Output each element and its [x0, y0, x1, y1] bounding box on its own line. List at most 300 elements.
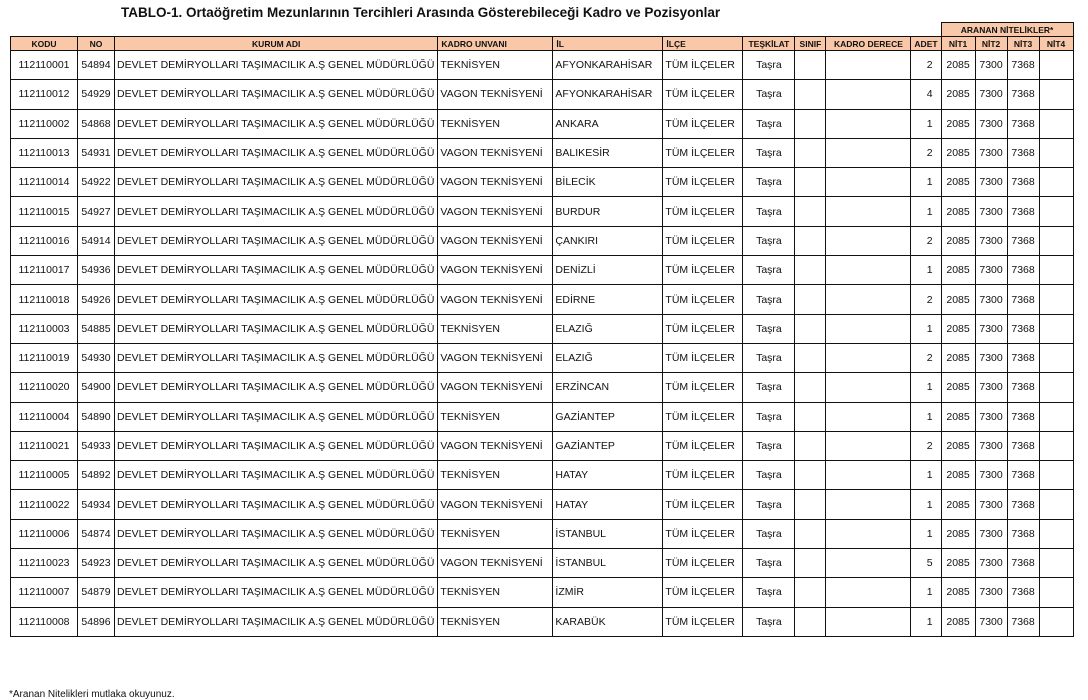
cell-teskilat: Taşra: [743, 578, 795, 607]
cell-no: 54931: [78, 138, 115, 167]
cell-nit1: 2085: [941, 519, 975, 548]
cell-kadro-unvani: VAGON TEKNİSYENİ: [438, 197, 553, 226]
cell-nit3: 7368: [1007, 402, 1039, 431]
cell-teskilat: Taşra: [743, 256, 795, 285]
cell-kadro-derece: [826, 226, 911, 255]
cell-kadro-unvani: VAGON TEKNİSYENİ: [438, 285, 553, 314]
cell-kurum-adi: DEVLET DEMİRYOLLARI TAŞIMACILIK A.Ş GENEL MÜDÜRLÜĞÜ: [115, 314, 438, 343]
cell-il: BİLECİK: [553, 168, 663, 197]
cell-nit3: 7368: [1007, 256, 1039, 285]
cell-il: ANKARA: [553, 109, 663, 138]
cell-kodu: 112110023: [11, 549, 78, 578]
cell-nit4: [1039, 80, 1073, 109]
cell-adet: 1: [911, 314, 941, 343]
cell-kadro-unvani: VAGON TEKNİSYENİ: [438, 343, 553, 372]
cell-no: 54890: [78, 402, 115, 431]
cell-nit3: 7368: [1007, 80, 1039, 109]
cell-nit1: 2085: [941, 197, 975, 226]
cell-ilce: TÜM İLÇELER: [663, 402, 743, 431]
cell-nit1: 2085: [941, 578, 975, 607]
cell-teskilat: Taşra: [743, 402, 795, 431]
cell-kadro-unvani: VAGON TEKNİSYENİ: [438, 431, 553, 460]
col-header-kurum-adi: KURUM ADI: [115, 37, 438, 51]
table-row: [11, 461, 1074, 490]
table-row: [11, 490, 1074, 519]
cell-nit2: 7300: [975, 197, 1007, 226]
cell-il: GAZİANTEP: [553, 402, 663, 431]
cell-teskilat: Taşra: [743, 226, 795, 255]
cell-nit1: 2085: [941, 343, 975, 372]
cell-no: 54927: [78, 197, 115, 226]
cell-kodu: 112110017: [11, 256, 78, 285]
cell-kurum-adi: DEVLET DEMİRYOLLARI TAŞIMACILIK A.Ş GENEL MÜDÜRLÜĞÜ: [115, 168, 438, 197]
cell-nit1: 2085: [941, 138, 975, 167]
cell-nit4: [1039, 285, 1073, 314]
cell-il: İSTANBUL: [553, 519, 663, 548]
cell-kadro-derece: [826, 607, 911, 636]
cell-sinif: [795, 138, 826, 167]
cell-nit3: 7368: [1007, 51, 1039, 80]
cell-kodu: 112110013: [11, 138, 78, 167]
cell-nit1: 2085: [941, 314, 975, 343]
table-row: [11, 80, 1074, 109]
cell-no: 54923: [78, 549, 115, 578]
cell-nit1: 2085: [941, 490, 975, 519]
cell-nit3: 7368: [1007, 607, 1039, 636]
cell-ilce: TÜM İLÇELER: [663, 197, 743, 226]
col-header-il: İL: [553, 37, 663, 51]
cell-nit1: 2085: [941, 373, 975, 402]
cell-teskilat: Taşra: [743, 168, 795, 197]
cell-ilce: TÜM İLÇELER: [663, 490, 743, 519]
cell-nit4: [1039, 461, 1073, 490]
cell-ilce: TÜM İLÇELER: [663, 168, 743, 197]
cell-no: 54885: [78, 314, 115, 343]
cell-sinif: [795, 168, 826, 197]
cell-kadro-unvani: VAGON TEKNİSYENİ: [438, 373, 553, 402]
cell-il: DENİZLİ: [553, 256, 663, 285]
cell-nit4: [1039, 138, 1073, 167]
cell-kurum-adi: DEVLET DEMİRYOLLARI TAŞIMACILIK A.Ş GENEL MÜDÜRLÜĞÜ: [115, 607, 438, 636]
cell-il: İZMİR: [553, 578, 663, 607]
cell-nit2: 7300: [975, 285, 1007, 314]
cell-nit2: 7300: [975, 80, 1007, 109]
cell-nit2: 7300: [975, 549, 1007, 578]
cell-kodu: 112110008: [11, 607, 78, 636]
col-header-adet: ADET: [911, 37, 941, 51]
cell-sinif: [795, 549, 826, 578]
cell-il: İSTANBUL: [553, 549, 663, 578]
cell-nit2: 7300: [975, 519, 1007, 548]
cell-adet: 2: [911, 138, 941, 167]
table-row: [11, 168, 1074, 197]
cell-adet: 1: [911, 578, 941, 607]
cell-sinif: [795, 197, 826, 226]
cell-adet: 1: [911, 256, 941, 285]
cell-nit1: 2085: [941, 80, 975, 109]
cell-teskilat: Taşra: [743, 285, 795, 314]
cell-kodu: 112110021: [11, 431, 78, 460]
cell-no: 54914: [78, 226, 115, 255]
cell-nit3: 7368: [1007, 519, 1039, 548]
cell-il: ELAZIĞ: [553, 314, 663, 343]
cell-kurum-adi: DEVLET DEMİRYOLLARI TAŞIMACILIK A.Ş GENEL MÜDÜRLÜĞÜ: [115, 490, 438, 519]
cell-sinif: [795, 461, 826, 490]
cell-nit1: 2085: [941, 285, 975, 314]
cell-ilce: TÜM İLÇELER: [663, 519, 743, 548]
cell-no: 54922: [78, 168, 115, 197]
cell-kadro-derece: [826, 109, 911, 138]
cell-nit3: 7368: [1007, 314, 1039, 343]
cell-kadro-derece: [826, 373, 911, 402]
cell-nit4: [1039, 402, 1073, 431]
col-header-nit3: NİT3: [1007, 37, 1039, 51]
table-row: [11, 519, 1074, 548]
cell-nit2: 7300: [975, 226, 1007, 255]
cell-il: HATAY: [553, 490, 663, 519]
cell-kodu: 112110015: [11, 197, 78, 226]
cell-adet: 1: [911, 519, 941, 548]
cell-no: 54929: [78, 80, 115, 109]
cell-adet: 2: [911, 431, 941, 460]
cell-nit2: 7300: [975, 578, 1007, 607]
table-row: [11, 343, 1074, 372]
cell-teskilat: Taşra: [743, 549, 795, 578]
col-header-no: NO: [78, 37, 115, 51]
cell-kodu: 112110019: [11, 343, 78, 372]
cell-kodu: 112110014: [11, 168, 78, 197]
table-row: [11, 109, 1074, 138]
cell-nit4: [1039, 168, 1073, 197]
cell-nit4: [1039, 343, 1073, 372]
cell-nit2: 7300: [975, 314, 1007, 343]
cell-nit4: [1039, 519, 1073, 548]
cell-kurum-adi: DEVLET DEMİRYOLLARI TAŞIMACILIK A.Ş GENEL MÜDÜRLÜĞÜ: [115, 197, 438, 226]
cell-kadro-derece: [826, 51, 911, 80]
cell-kodu: 112110007: [11, 578, 78, 607]
cell-kadro-derece: [826, 578, 911, 607]
cell-il: AFYONKARAHİSAR: [553, 51, 663, 80]
cell-nit4: [1039, 197, 1073, 226]
cell-kadro-unvani: VAGON TEKNİSYENİ: [438, 168, 553, 197]
cell-kurum-adi: DEVLET DEMİRYOLLARI TAŞIMACILIK A.Ş GENEL MÜDÜRLÜĞÜ: [115, 549, 438, 578]
cell-nit2: 7300: [975, 461, 1007, 490]
cell-ilce: TÜM İLÇELER: [663, 51, 743, 80]
table-row: [11, 314, 1074, 343]
cell-kadro-unvani: TEKNİSYEN: [438, 109, 553, 138]
cell-teskilat: Taşra: [743, 109, 795, 138]
cell-nit4: [1039, 226, 1073, 255]
cell-ilce: TÜM İLÇELER: [663, 285, 743, 314]
cell-nit3: 7368: [1007, 109, 1039, 138]
cell-kodu: 112110016: [11, 226, 78, 255]
cell-teskilat: Taşra: [743, 343, 795, 372]
cell-sinif: [795, 109, 826, 138]
cell-il: AFYONKARAHİSAR: [553, 80, 663, 109]
cell-kadro-derece: [826, 402, 911, 431]
cell-il: ERZİNCAN: [553, 373, 663, 402]
cell-nit4: [1039, 373, 1073, 402]
cell-sinif: [795, 578, 826, 607]
col-header-kadro-unvani: KADRO UNVANI: [438, 37, 553, 51]
cell-sinif: [795, 285, 826, 314]
cell-kadro-derece: [826, 197, 911, 226]
cell-teskilat: Taşra: [743, 431, 795, 460]
cell-kurum-adi: DEVLET DEMİRYOLLARI TAŞIMACILIK A.Ş GENEL MÜDÜRLÜĞÜ: [115, 109, 438, 138]
cell-nit4: [1039, 431, 1073, 460]
cell-nit1: 2085: [941, 51, 975, 80]
cell-sinif: [795, 343, 826, 372]
col-header-nit4: NİT4: [1039, 37, 1073, 51]
cell-kurum-adi: DEVLET DEMİRYOLLARI TAŞIMACILIK A.Ş GENEL MÜDÜRLÜĞÜ: [115, 226, 438, 255]
cell-il: ÇANKIRI: [553, 226, 663, 255]
cell-nit3: 7368: [1007, 549, 1039, 578]
col-header-kodu: KODU: [11, 37, 78, 51]
cell-nit1: 2085: [941, 168, 975, 197]
cell-sinif: [795, 314, 826, 343]
cell-nit3: 7368: [1007, 490, 1039, 519]
cell-nit3: 7368: [1007, 226, 1039, 255]
cell-kadro-unvani: VAGON TEKNİSYENİ: [438, 226, 553, 255]
cell-nit4: [1039, 490, 1073, 519]
cell-nit1: 2085: [941, 402, 975, 431]
cell-il: GAZİANTEP: [553, 431, 663, 460]
cell-ilce: TÜM İLÇELER: [663, 461, 743, 490]
cell-ilce: TÜM İLÇELER: [663, 343, 743, 372]
cell-il: EDİRNE: [553, 285, 663, 314]
cell-no: 54896: [78, 607, 115, 636]
cell-ilce: TÜM İLÇELER: [663, 549, 743, 578]
table-row: [11, 197, 1074, 226]
cell-adet: 1: [911, 109, 941, 138]
cell-ilce: TÜM İLÇELER: [663, 373, 743, 402]
cell-adet: 1: [911, 402, 941, 431]
cell-kadro-unvani: TEKNİSYEN: [438, 314, 553, 343]
cell-il: BURDUR: [553, 197, 663, 226]
table-row: [11, 138, 1074, 167]
cell-nit2: 7300: [975, 431, 1007, 460]
cell-ilce: TÜM İLÇELER: [663, 431, 743, 460]
cell-nit4: [1039, 109, 1073, 138]
cell-kurum-adi: DEVLET DEMİRYOLLARI TAŞIMACILIK A.Ş GENEL MÜDÜRLÜĞÜ: [115, 256, 438, 285]
cell-nit4: [1039, 51, 1073, 80]
cell-nit2: 7300: [975, 343, 1007, 372]
table-row: [11, 256, 1074, 285]
cell-nit3: 7368: [1007, 285, 1039, 314]
cell-sinif: [795, 490, 826, 519]
cell-nit2: 7300: [975, 138, 1007, 167]
col-header-kadro-derece: KADRO DERECE: [826, 37, 911, 51]
cell-kadro-unvani: TEKNİSYEN: [438, 51, 553, 80]
cell-kurum-adi: DEVLET DEMİRYOLLARI TAŞIMACILIK A.Ş GENEL MÜDÜRLÜĞÜ: [115, 461, 438, 490]
cell-il: HATAY: [553, 461, 663, 490]
cell-adet: 1: [911, 490, 941, 519]
cell-ilce: TÜM İLÇELER: [663, 226, 743, 255]
group-header-row: [11, 23, 1074, 37]
cell-adet: 1: [911, 607, 941, 636]
cell-no: 54930: [78, 343, 115, 372]
cell-adet: 1: [911, 461, 941, 490]
cell-nit1: 2085: [941, 109, 975, 138]
cell-teskilat: Taşra: [743, 519, 795, 548]
cell-sinif: [795, 256, 826, 285]
cell-no: 54933: [78, 431, 115, 460]
cell-nit4: [1039, 607, 1073, 636]
col-header-nit2: NİT2: [975, 37, 1007, 51]
cell-kurum-adi: DEVLET DEMİRYOLLARI TAŞIMACILIK A.Ş GENEL MÜDÜRLÜĞÜ: [115, 51, 438, 80]
cell-il: KARABÜK: [553, 607, 663, 636]
table-row: [11, 51, 1074, 80]
cell-kadro-derece: [826, 168, 911, 197]
cell-kadro-unvani: TEKNİSYEN: [438, 461, 553, 490]
cell-nit3: 7368: [1007, 343, 1039, 372]
cell-sinif: [795, 402, 826, 431]
cell-kadro-derece: [826, 431, 911, 460]
cell-sinif: [795, 373, 826, 402]
cell-adet: 1: [911, 197, 941, 226]
cell-sinif: [795, 51, 826, 80]
cell-kurum-adi: DEVLET DEMİRYOLLARI TAŞIMACILIK A.Ş GENEL MÜDÜRLÜĞÜ: [115, 80, 438, 109]
table-row: [11, 373, 1074, 402]
table-row: [11, 431, 1074, 460]
cell-kodu: 112110020: [11, 373, 78, 402]
cell-teskilat: Taşra: [743, 461, 795, 490]
cell-il: BALIKESİR: [553, 138, 663, 167]
cell-kadro-unvani: VAGON TEKNİSYENİ: [438, 138, 553, 167]
cell-nit1: 2085: [941, 226, 975, 255]
cell-kodu: 112110003: [11, 314, 78, 343]
cell-nit1: 2085: [941, 461, 975, 490]
cell-kodu: 112110005: [11, 461, 78, 490]
cell-sinif: [795, 226, 826, 255]
cell-no: 54892: [78, 461, 115, 490]
cell-adet: 1: [911, 373, 941, 402]
cell-no: 54894: [78, 51, 115, 80]
cell-kadro-unvani: TEKNİSYEN: [438, 402, 553, 431]
table-row: [11, 285, 1074, 314]
cell-nit3: 7368: [1007, 578, 1039, 607]
cell-nit3: 7368: [1007, 373, 1039, 402]
cell-il: ELAZIĞ: [553, 343, 663, 372]
cell-ilce: TÜM İLÇELER: [663, 256, 743, 285]
cell-kadro-derece: [826, 138, 911, 167]
cell-adet: 5: [911, 549, 941, 578]
footnote: *Aranan Nitelikleri mutlaka okuyunuz.: [9, 689, 175, 700]
cell-kadro-unvani: VAGON TEKNİSYENİ: [438, 490, 553, 519]
aranan-nitelikler-header: ARANAN NİTELİKLER*: [941, 23, 1073, 37]
cell-kadro-derece: [826, 490, 911, 519]
cell-teskilat: Taşra: [743, 490, 795, 519]
cell-nit2: 7300: [975, 109, 1007, 138]
cell-kurum-adi: DEVLET DEMİRYOLLARI TAŞIMACILIK A.Ş GENEL MÜDÜRLÜĞÜ: [115, 138, 438, 167]
col-header-sinif: SINIF: [795, 37, 826, 51]
cell-kurum-adi: DEVLET DEMİRYOLLARI TAŞIMACILIK A.Ş GENEL MÜDÜRLÜĞÜ: [115, 519, 438, 548]
cell-nit3: 7368: [1007, 138, 1039, 167]
cell-nit1: 2085: [941, 256, 975, 285]
cell-nit3: 7368: [1007, 431, 1039, 460]
table-row: [11, 226, 1074, 255]
cell-kadro-derece: [826, 285, 911, 314]
cell-nit2: 7300: [975, 490, 1007, 519]
cell-kurum-adi: DEVLET DEMİRYOLLARI TAŞIMACILIK A.Ş GENEL MÜDÜRLÜĞÜ: [115, 373, 438, 402]
cell-adet: 2: [911, 226, 941, 255]
cell-kodu: 112110002: [11, 109, 78, 138]
cell-kurum-adi: DEVLET DEMİRYOLLARI TAŞIMACILIK A.Ş GENEL MÜDÜRLÜĞÜ: [115, 285, 438, 314]
cell-nit3: 7368: [1007, 461, 1039, 490]
cell-kadro-derece: [826, 80, 911, 109]
cell-no: 54934: [78, 490, 115, 519]
cell-kadro-derece: [826, 461, 911, 490]
cell-no: 54900: [78, 373, 115, 402]
cell-adet: 4: [911, 80, 941, 109]
cell-kadro-unvani: TEKNİSYEN: [438, 519, 553, 548]
cell-nit2: 7300: [975, 373, 1007, 402]
cell-sinif: [795, 607, 826, 636]
cell-nit4: [1039, 578, 1073, 607]
cell-kadro-derece: [826, 343, 911, 372]
cell-nit3: 7368: [1007, 197, 1039, 226]
cell-no: 54874: [78, 519, 115, 548]
cell-kadro-derece: [826, 549, 911, 578]
cell-nit4: [1039, 256, 1073, 285]
cell-teskilat: Taşra: [743, 607, 795, 636]
table-title: TABLO-1. Ortaöğretim Mezunlarının Tercihleri Arasında Gösterebileceği Kadro ve Pozisyonlar: [121, 5, 721, 20]
cell-kadro-derece: [826, 314, 911, 343]
table-body: [11, 51, 1074, 637]
cell-teskilat: Taşra: [743, 197, 795, 226]
cell-kadro-derece: [826, 519, 911, 548]
cell-kadro-unvani: VAGON TEKNİSYENİ: [438, 549, 553, 578]
cell-kadro-unvani: VAGON TEKNİSYENİ: [438, 80, 553, 109]
col-header-teskilat: TEŞKİLAT: [743, 37, 795, 51]
cell-ilce: TÜM İLÇELER: [663, 578, 743, 607]
cell-nit1: 2085: [941, 607, 975, 636]
table-row: [11, 402, 1074, 431]
cell-nit2: 7300: [975, 51, 1007, 80]
cell-adet: 2: [911, 343, 941, 372]
cell-sinif: [795, 80, 826, 109]
col-header-nit1: NİT1: [941, 37, 975, 51]
cell-kurum-adi: DEVLET DEMİRYOLLARI TAŞIMACILIK A.Ş GENEL MÜDÜRLÜĞÜ: [115, 402, 438, 431]
cell-nit1: 2085: [941, 549, 975, 578]
cell-kodu: 112110006: [11, 519, 78, 548]
cell-kodu: 112110018: [11, 285, 78, 314]
cell-nit3: 7368: [1007, 168, 1039, 197]
cell-kodu: 112110001: [11, 51, 78, 80]
cell-kadro-unvani: VAGON TEKNİSYENİ: [438, 256, 553, 285]
cell-kodu: 112110004: [11, 402, 78, 431]
cell-kodu: 112110022: [11, 490, 78, 519]
cell-ilce: TÜM İLÇELER: [663, 314, 743, 343]
cell-ilce: TÜM İLÇELER: [663, 607, 743, 636]
cell-adet: 2: [911, 285, 941, 314]
table-row: [11, 549, 1074, 578]
cell-ilce: TÜM İLÇELER: [663, 138, 743, 167]
cell-kurum-adi: DEVLET DEMİRYOLLARI TAŞIMACILIK A.Ş GENEL MÜDÜRLÜĞÜ: [115, 431, 438, 460]
cell-kurum-adi: DEVLET DEMİRYOLLARI TAŞIMACILIK A.Ş GENEL MÜDÜRLÜĞÜ: [115, 343, 438, 372]
cell-nit2: 7300: [975, 607, 1007, 636]
cell-nit2: 7300: [975, 402, 1007, 431]
cell-ilce: TÜM İLÇELER: [663, 109, 743, 138]
cell-teskilat: Taşra: [743, 373, 795, 402]
cell-nit2: 7300: [975, 168, 1007, 197]
cell-teskilat: Taşra: [743, 138, 795, 167]
cell-sinif: [795, 519, 826, 548]
cell-teskilat: Taşra: [743, 314, 795, 343]
cell-teskilat: Taşra: [743, 80, 795, 109]
col-header-ilce: İLÇE: [663, 37, 743, 51]
cell-adet: 2: [911, 51, 941, 80]
